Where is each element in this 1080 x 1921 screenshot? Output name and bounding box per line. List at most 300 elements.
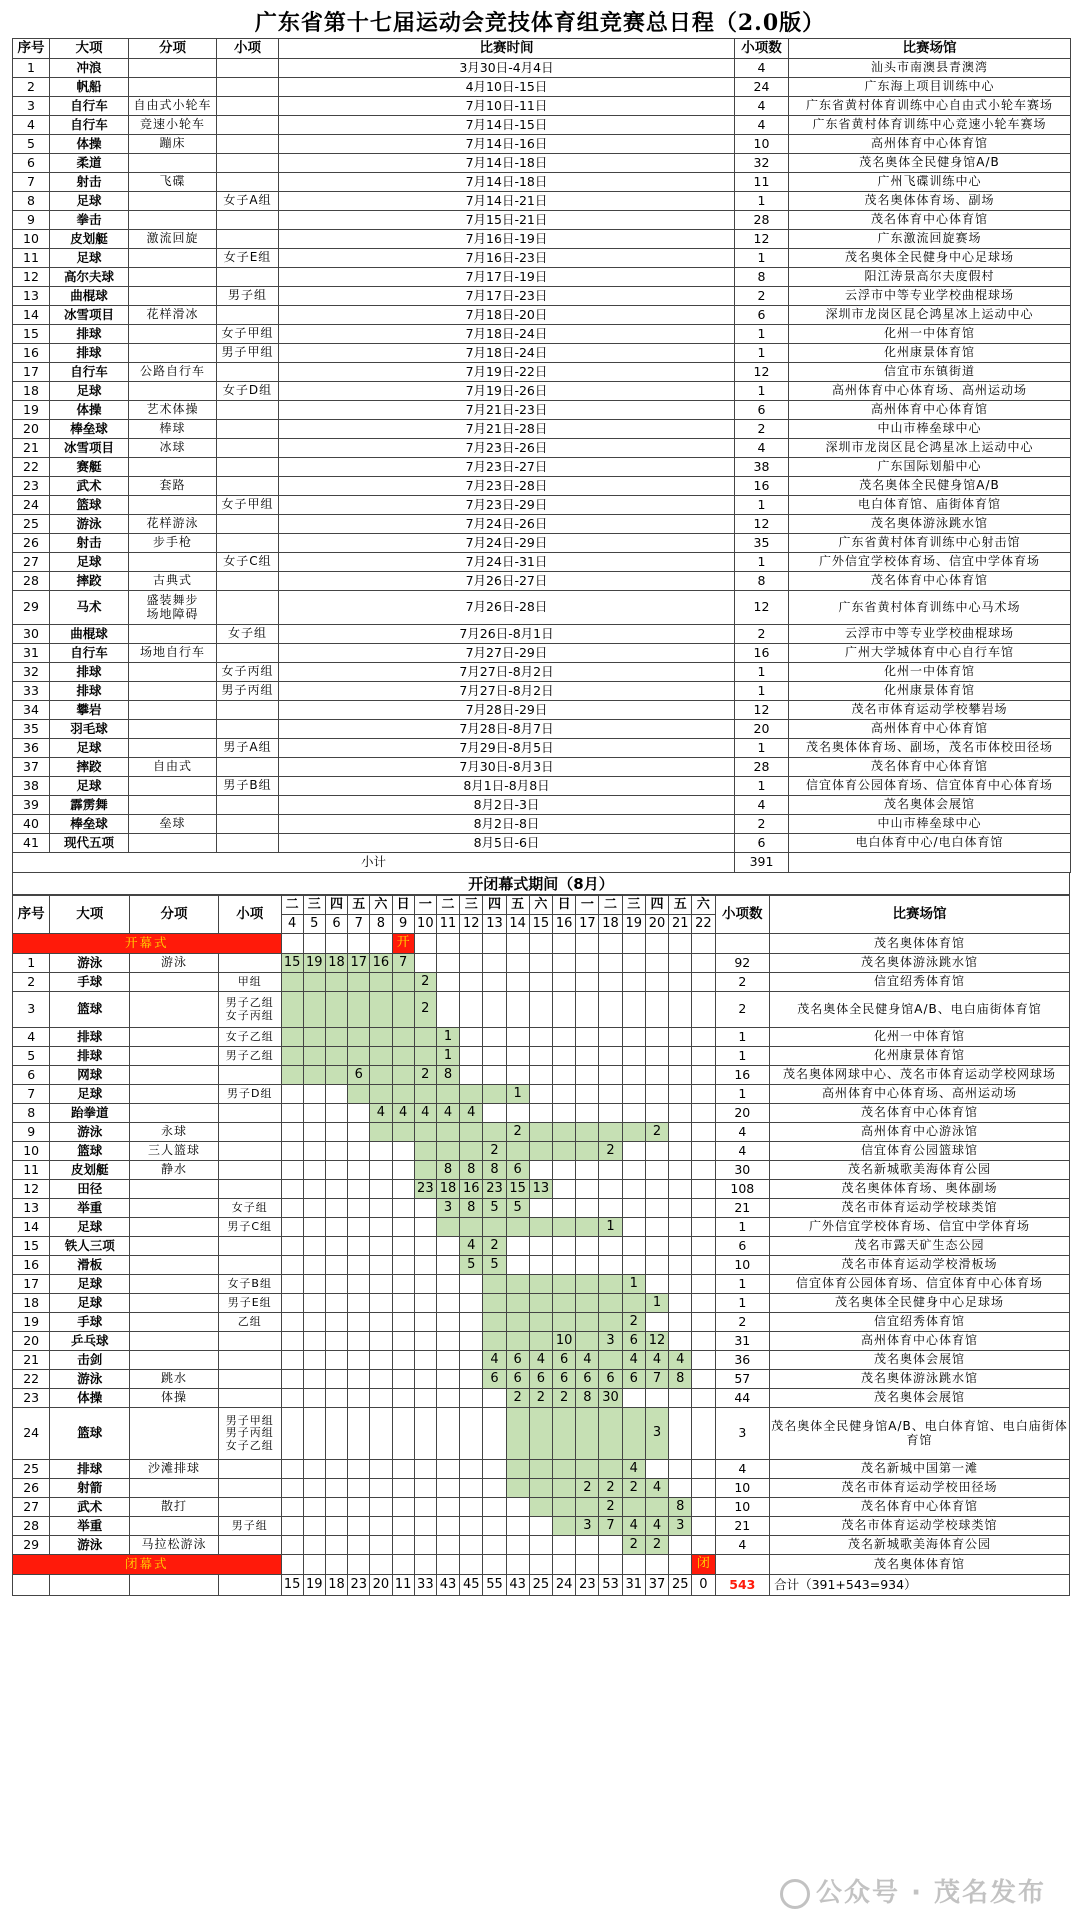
row-minor bbox=[217, 834, 279, 853]
day-cell bbox=[576, 1275, 599, 1294]
day-cell bbox=[506, 973, 529, 992]
day-cell bbox=[348, 1536, 370, 1555]
day-cell bbox=[506, 1066, 529, 1085]
day-cell bbox=[414, 1313, 436, 1332]
day-cell bbox=[281, 1199, 303, 1218]
day-cell bbox=[622, 1199, 645, 1218]
day-cell: 5 bbox=[483, 1256, 506, 1275]
row-time: 7月27日-8月2日 bbox=[279, 682, 735, 701]
day-cell bbox=[553, 1142, 576, 1161]
row-sub: 公路自行车 bbox=[129, 363, 217, 382]
row-count: 2 bbox=[735, 625, 789, 644]
row-no: 8 bbox=[13, 1104, 50, 1123]
row-minor bbox=[218, 1536, 281, 1555]
day-cell bbox=[414, 1237, 436, 1256]
day-cell bbox=[460, 973, 483, 992]
row-venue: 中山市棒垒球中心 bbox=[789, 815, 1071, 834]
row-sub bbox=[130, 1085, 219, 1104]
day-cell bbox=[414, 1536, 436, 1555]
row-no: 16 bbox=[13, 344, 50, 363]
day-cell bbox=[645, 1066, 668, 1085]
day-cell bbox=[325, 1536, 347, 1555]
row-venue: 阳江涛景高尔夫度假村 bbox=[789, 268, 1071, 287]
row-major: 足球 bbox=[50, 1085, 130, 1104]
day-cell bbox=[645, 1313, 668, 1332]
row-time: 7月16日-23日 bbox=[279, 249, 735, 268]
day-cell bbox=[348, 1180, 370, 1199]
day-cell bbox=[460, 1066, 483, 1085]
day-cell bbox=[599, 1085, 622, 1104]
day-cell bbox=[348, 1408, 370, 1460]
row-minor bbox=[218, 954, 281, 973]
day-cell bbox=[692, 1218, 715, 1237]
day-cell bbox=[669, 1028, 692, 1047]
header-count: 小项数 bbox=[715, 896, 770, 934]
row-sub bbox=[129, 344, 217, 363]
row-sub bbox=[129, 192, 217, 211]
day-cell bbox=[303, 1536, 325, 1555]
row-no: 24 bbox=[13, 496, 50, 515]
day-cell bbox=[460, 1028, 483, 1047]
day-cell bbox=[692, 1199, 715, 1218]
day-total: 15 bbox=[281, 1575, 303, 1596]
day-cell bbox=[692, 1104, 715, 1123]
table-row bbox=[13, 720, 1071, 739]
day-cell bbox=[303, 1313, 325, 1332]
event-row bbox=[13, 1237, 1070, 1256]
day-total: 23 bbox=[348, 1575, 370, 1596]
row-minor bbox=[217, 78, 279, 97]
day-cell bbox=[599, 1351, 622, 1370]
row-major: 滑板 bbox=[50, 1256, 130, 1275]
row-venue: 茂名奥体游泳跳水馆 bbox=[770, 1370, 1070, 1389]
header-sub: 分项 bbox=[129, 39, 217, 59]
table-row bbox=[13, 173, 1071, 192]
day-cell bbox=[692, 954, 715, 973]
row-sub: 三人篮球 bbox=[130, 1142, 219, 1161]
row-minor bbox=[217, 97, 279, 116]
row-sub: 体操 bbox=[130, 1389, 219, 1408]
row-venue: 茂名新城中国第一滩 bbox=[770, 1460, 1070, 1479]
day-cell bbox=[281, 1408, 303, 1460]
closing-venue: 茂名奥体体育馆 bbox=[770, 1555, 1070, 1575]
row-no: 9 bbox=[13, 211, 50, 230]
day-cell bbox=[370, 1028, 392, 1047]
row-minor bbox=[218, 1256, 281, 1275]
day-cell bbox=[483, 992, 506, 1028]
day-cell bbox=[669, 1218, 692, 1237]
date-cell: 13 bbox=[483, 915, 506, 934]
day-total: 23 bbox=[576, 1575, 599, 1596]
row-sub bbox=[130, 1256, 219, 1275]
day-cell bbox=[576, 1332, 599, 1351]
day-cell bbox=[576, 1161, 599, 1180]
row-sub bbox=[130, 1066, 219, 1085]
day-cell bbox=[414, 1351, 436, 1370]
day-cell bbox=[281, 1256, 303, 1275]
table-row bbox=[13, 306, 1071, 325]
row-major: 足球 bbox=[50, 553, 129, 572]
day-cell bbox=[370, 1161, 392, 1180]
table-row bbox=[13, 325, 1071, 344]
day-cell bbox=[414, 1460, 436, 1479]
row-major: 举重 bbox=[50, 1199, 130, 1218]
row-no: 23 bbox=[13, 1389, 50, 1408]
day-cell bbox=[692, 1498, 715, 1517]
row-major: 武术 bbox=[50, 1498, 130, 1517]
weekday-cell: 三 bbox=[622, 896, 645, 915]
day-cell bbox=[460, 1218, 483, 1237]
day-cell bbox=[483, 1218, 506, 1237]
day-cell bbox=[692, 1370, 715, 1389]
event-row bbox=[13, 1161, 1070, 1180]
day-cell bbox=[553, 1517, 576, 1536]
day-cell bbox=[553, 1066, 576, 1085]
row-major: 马术 bbox=[50, 591, 129, 625]
day-cell bbox=[325, 1351, 347, 1370]
day-cell bbox=[529, 992, 552, 1028]
day-cell bbox=[392, 1536, 414, 1555]
table-row bbox=[13, 344, 1071, 363]
day-cell: 15 bbox=[281, 954, 303, 973]
day-cell bbox=[436, 1498, 459, 1517]
weekday-cell: 三 bbox=[303, 896, 325, 915]
day-cell: 4 bbox=[392, 1104, 414, 1123]
day-cell: 16 bbox=[370, 954, 392, 973]
day-cell bbox=[348, 1332, 370, 1351]
day-cell bbox=[414, 1047, 436, 1066]
day-cell: 19 bbox=[303, 954, 325, 973]
day-cell bbox=[348, 1370, 370, 1389]
day-cell bbox=[553, 1275, 576, 1294]
row-sub: 场地自行车 bbox=[129, 644, 217, 663]
day-cell bbox=[281, 1517, 303, 1536]
day-cell bbox=[692, 1517, 715, 1536]
day-cell bbox=[414, 1408, 436, 1460]
row-venue: 茂名体育中心体育馆 bbox=[770, 1498, 1070, 1517]
row-no: 13 bbox=[13, 1199, 50, 1218]
day-cell bbox=[392, 1479, 414, 1498]
row-time: 7月17日-23日 bbox=[279, 287, 735, 306]
opening-venue: 茂名奥体体育馆 bbox=[770, 934, 1070, 954]
totals-row bbox=[13, 1575, 1070, 1596]
day-cell bbox=[599, 1161, 622, 1180]
day-cell bbox=[553, 1218, 576, 1237]
date-cell: 19 bbox=[622, 915, 645, 934]
row-minor bbox=[217, 591, 279, 625]
row-venue: 化州康景体育馆 bbox=[789, 344, 1071, 363]
day-cell: 7 bbox=[645, 1370, 668, 1389]
row-venue: 云浮市中等专业学校曲棍球场 bbox=[789, 625, 1071, 644]
row-no: 1 bbox=[13, 59, 50, 78]
day-cell bbox=[325, 1460, 347, 1479]
row-major: 举重 bbox=[50, 1517, 130, 1536]
day-cell bbox=[436, 1142, 459, 1161]
table-row bbox=[13, 625, 1071, 644]
day-cell bbox=[436, 934, 459, 954]
row-time: 7月14日-16日 bbox=[279, 135, 735, 154]
row-no: 6 bbox=[13, 1066, 50, 1085]
day-cell bbox=[414, 1218, 436, 1237]
row-count: 4 bbox=[715, 1142, 770, 1161]
day-cell: 1 bbox=[622, 1275, 645, 1294]
day-cell bbox=[553, 1460, 576, 1479]
day-cell bbox=[576, 1199, 599, 1218]
row-major: 排球 bbox=[50, 663, 129, 682]
day-cell bbox=[436, 1237, 459, 1256]
row-major: 体操 bbox=[50, 135, 129, 154]
row-sub bbox=[129, 325, 217, 344]
event-row bbox=[13, 1460, 1070, 1479]
day-cell bbox=[281, 1389, 303, 1408]
date-cell: 22 bbox=[692, 915, 715, 934]
row-no: 17 bbox=[13, 1275, 50, 1294]
day-cell: 2 bbox=[576, 1479, 599, 1498]
row-count: 10 bbox=[715, 1498, 770, 1517]
day-cell bbox=[692, 1066, 715, 1085]
row-major: 射击 bbox=[50, 173, 129, 192]
day-cell bbox=[529, 1142, 552, 1161]
row-venue: 广东省黄村体育训练中心竞速小轮车赛场 bbox=[789, 116, 1071, 135]
row-minor bbox=[217, 135, 279, 154]
day-cell bbox=[553, 1085, 576, 1104]
date-cell: 15 bbox=[529, 915, 552, 934]
day-cell bbox=[392, 1460, 414, 1479]
row-major: 篮球 bbox=[50, 1408, 130, 1460]
day-cell bbox=[483, 1460, 506, 1479]
day-cell bbox=[506, 1047, 529, 1066]
row-venue: 茂名奥体全民健身馆A/B bbox=[789, 477, 1071, 496]
table-row bbox=[13, 420, 1071, 439]
row-minor: 男子组 bbox=[218, 1517, 281, 1536]
day-cell bbox=[325, 1370, 347, 1389]
day-cell bbox=[370, 973, 392, 992]
day-cell bbox=[692, 1123, 715, 1142]
day-cell bbox=[414, 1517, 436, 1536]
day-cell bbox=[576, 1555, 599, 1575]
day-cell bbox=[692, 1085, 715, 1104]
row-major: 网球 bbox=[50, 1066, 130, 1085]
row-sub bbox=[129, 777, 217, 796]
day-cell bbox=[645, 1142, 668, 1161]
row-major: 足球 bbox=[50, 1275, 130, 1294]
day-cell bbox=[370, 1142, 392, 1161]
day-cell bbox=[436, 1517, 459, 1536]
day-cell bbox=[622, 1142, 645, 1161]
day-cell bbox=[325, 1085, 347, 1104]
row-venue: 中山市棒垒球中心 bbox=[789, 420, 1071, 439]
event-row bbox=[13, 1479, 1070, 1498]
event-row bbox=[13, 1536, 1070, 1555]
day-cell bbox=[645, 992, 668, 1028]
row-no: 19 bbox=[13, 401, 50, 420]
row-minor bbox=[217, 534, 279, 553]
day-cell bbox=[645, 954, 668, 973]
day-cell bbox=[460, 1517, 483, 1536]
day-cell bbox=[529, 1161, 552, 1180]
row-major: 游泳 bbox=[50, 515, 129, 534]
day-cell bbox=[483, 1294, 506, 1313]
day-cell bbox=[529, 1256, 552, 1275]
row-count: 8 bbox=[735, 268, 789, 287]
row-major: 羽毛球 bbox=[50, 720, 129, 739]
row-major: 体操 bbox=[50, 1389, 130, 1408]
event-row bbox=[13, 1389, 1070, 1408]
day-cell bbox=[576, 1460, 599, 1479]
day-cell bbox=[392, 1313, 414, 1332]
day-cell bbox=[622, 1047, 645, 1066]
row-count: 35 bbox=[735, 534, 789, 553]
day-cell bbox=[436, 1351, 459, 1370]
day-cell: 8 bbox=[436, 1161, 459, 1180]
day-cell bbox=[281, 1479, 303, 1498]
day-cell bbox=[529, 1237, 552, 1256]
day-cell bbox=[692, 1161, 715, 1180]
row-major: 乒乓球 bbox=[50, 1332, 130, 1351]
day-cell: 6 bbox=[599, 1370, 622, 1389]
day-cell bbox=[529, 1294, 552, 1313]
day-total: 43 bbox=[436, 1575, 459, 1596]
day-total: 20 bbox=[370, 1575, 392, 1596]
watermark bbox=[780, 1872, 1046, 1909]
day-cell bbox=[325, 1313, 347, 1332]
row-minor bbox=[217, 306, 279, 325]
day-cell bbox=[529, 1104, 552, 1123]
day-cell bbox=[506, 1104, 529, 1123]
row-venue: 高州体育中心体育场、高州运动场 bbox=[770, 1085, 1070, 1104]
row-time: 7月26日-27日 bbox=[279, 572, 735, 591]
row-sub bbox=[129, 287, 217, 306]
row-minor bbox=[217, 515, 279, 534]
day-cell: 6 bbox=[553, 1370, 576, 1389]
row-major: 射击 bbox=[50, 534, 129, 553]
day-cell: 8 bbox=[669, 1498, 692, 1517]
subtotal-row bbox=[13, 853, 1071, 873]
row-no: 19 bbox=[13, 1313, 50, 1332]
day-cell bbox=[692, 1408, 715, 1460]
day-cell bbox=[553, 973, 576, 992]
row-minor bbox=[217, 758, 279, 777]
day-cell: 1 bbox=[599, 1218, 622, 1237]
row-count: 30 bbox=[715, 1161, 770, 1180]
day-cell bbox=[553, 992, 576, 1028]
day-cell bbox=[460, 1332, 483, 1351]
day-cell bbox=[669, 1142, 692, 1161]
row-count: 92 bbox=[715, 954, 770, 973]
event-row bbox=[13, 1104, 1070, 1123]
row-count: 1 bbox=[715, 1028, 770, 1047]
day-cell bbox=[436, 1479, 459, 1498]
day-cell bbox=[529, 1460, 552, 1479]
row-sub: 永球 bbox=[130, 1123, 219, 1142]
row-venue: 茂名奥体全民健身馆A/B bbox=[789, 154, 1071, 173]
day-cell bbox=[483, 1028, 506, 1047]
row-no: 15 bbox=[13, 325, 50, 344]
day-cell bbox=[325, 1275, 347, 1294]
day-cell bbox=[348, 1479, 370, 1498]
day-cell bbox=[506, 1555, 529, 1575]
row-sub bbox=[129, 78, 217, 97]
row-sub: 冰球 bbox=[129, 439, 217, 458]
row-sub bbox=[130, 1028, 219, 1047]
day-cell bbox=[506, 1460, 529, 1479]
day-cell bbox=[553, 1047, 576, 1066]
day-cell bbox=[599, 1066, 622, 1085]
table-row bbox=[13, 154, 1071, 173]
row-count: 10 bbox=[715, 1479, 770, 1498]
day-cell bbox=[348, 1199, 370, 1218]
row-count: 3 bbox=[715, 1408, 770, 1460]
row-venue: 茂名奥体游泳跳水馆 bbox=[770, 954, 1070, 973]
row-venue: 广东激流回旋赛场 bbox=[789, 230, 1071, 249]
closing-row bbox=[13, 1555, 1070, 1575]
day-cell bbox=[460, 1479, 483, 1498]
row-major: 足球 bbox=[50, 739, 129, 758]
table-row bbox=[13, 97, 1071, 116]
day-cell bbox=[460, 1275, 483, 1294]
event-row bbox=[13, 1123, 1070, 1142]
row-major: 足球 bbox=[50, 382, 129, 401]
day-cell bbox=[460, 1536, 483, 1555]
day-cell bbox=[669, 1479, 692, 1498]
day-cell: 2 bbox=[506, 1389, 529, 1408]
day-cell bbox=[303, 1104, 325, 1123]
day-cell bbox=[506, 1218, 529, 1237]
row-venue: 高州体育中心体育馆 bbox=[770, 1332, 1070, 1351]
day-cell bbox=[392, 1517, 414, 1536]
day-cell bbox=[692, 1460, 715, 1479]
day-cell bbox=[599, 1180, 622, 1199]
row-major: 手球 bbox=[50, 1313, 130, 1332]
row-major: 体操 bbox=[50, 401, 129, 420]
day-cell bbox=[325, 1389, 347, 1408]
row-venue: 广东国际划船中心 bbox=[789, 458, 1071, 477]
day-cell bbox=[414, 1142, 436, 1161]
day-cell bbox=[436, 1085, 459, 1104]
table-row bbox=[13, 553, 1071, 572]
row-minor bbox=[218, 1351, 281, 1370]
row-sub: 自由式 bbox=[129, 758, 217, 777]
row-time: 7月14日-18日 bbox=[279, 154, 735, 173]
day-cell bbox=[576, 1256, 599, 1275]
date-cell: 9 bbox=[392, 915, 414, 934]
day-cell: 23 bbox=[414, 1180, 436, 1199]
row-venue: 茂名市体育运动学校攀岩场 bbox=[789, 701, 1071, 720]
day-cell bbox=[669, 1313, 692, 1332]
day-cell: 4 bbox=[622, 1351, 645, 1370]
event-row bbox=[13, 1199, 1070, 1218]
table-row bbox=[13, 401, 1071, 420]
row-sub bbox=[130, 1180, 219, 1199]
row-count: 1 bbox=[735, 553, 789, 572]
row-minor bbox=[217, 720, 279, 739]
day-cell: 6 bbox=[506, 1161, 529, 1180]
row-venue: 茂名奥体会展馆 bbox=[789, 796, 1071, 815]
event-row bbox=[13, 1351, 1070, 1370]
header-venue: 比赛场馆 bbox=[770, 896, 1070, 934]
row-time: 7月18日-24日 bbox=[279, 325, 735, 344]
row-count: 1 bbox=[715, 1275, 770, 1294]
day-cell bbox=[553, 1028, 576, 1047]
row-count: 1 bbox=[735, 344, 789, 363]
day-cell bbox=[348, 1028, 370, 1047]
row-sub bbox=[130, 1237, 219, 1256]
header-count: 小项数 bbox=[735, 39, 789, 59]
day-cell bbox=[325, 1479, 347, 1498]
day-cell bbox=[325, 1237, 347, 1256]
day-cell bbox=[303, 1517, 325, 1536]
day-cell bbox=[576, 973, 599, 992]
